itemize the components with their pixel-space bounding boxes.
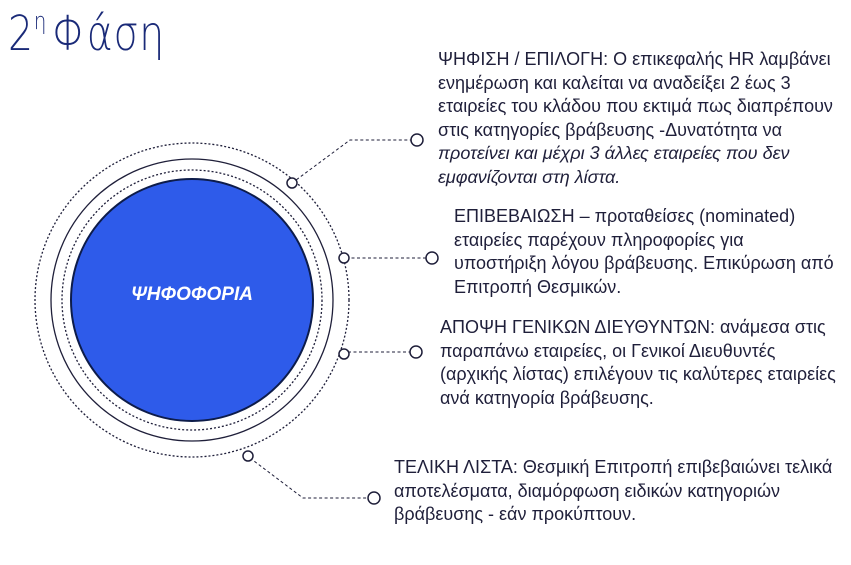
connector-4-line (250, 458, 370, 498)
title-superscript: η (33, 7, 48, 35)
connector-4-start-dot (243, 451, 253, 461)
connector-3-end-dot (410, 346, 422, 358)
connector-1-line (292, 140, 414, 183)
step-2-text: ΕΠΙΒΕΒΑΙΩΣΗ – προταθείσες (nominated) εταιρείες παρέχουν πληροφορίες για υποστήριξη λόγου βράβευσης. Επικύρωση από Επιτροπή Θεσμικών. (454, 206, 834, 297)
step-4-text: ΤΕΛΙΚΗ ΛΙΣΤΑ: Θεσμική Επιτροπή επιβεβαιώνει τελικά αποτελέσματα, διαμόρφωση ειδικών κατηγοριών βράβευσης - εάν προκύπτουν. (394, 457, 833, 524)
step-1-emphasis: προτείνει και μέχρι 3 άλλες εταιρείες που δεν εμφανίζονται στη λίστα. (438, 143, 790, 187)
connector-1-end-dot (411, 134, 423, 146)
title-number: 2 (8, 6, 34, 62)
step-3-text: ΑΠΟΨΗ ΓΕΝΙΚΩΝ ΔΙΕΥΘΥΝΤΩΝ: ανάμεσα στις παραπάνω εταιρείες, οι Γενικοί Διευθυντές (αρχικής λίστας) επιλέγουν τις καλύτερες εταιρείες ανά κατηγορία βράβευσης. (440, 317, 836, 408)
center-label: ΨΗΦΟΦΟΡΙΑ (131, 284, 253, 305)
title-word: Φάση (52, 6, 166, 62)
step-1-body: ΨΗΦΙΣΗ / ΕΠΙΛΟΓΗ: Ο επικεφαλής HR λαμβάνει ενημέρωση και καλείται να αναδείξει 2 έως 3 εταιρείες του κλάδου που εκτιμά πως διαπρέπουν στις κατηγορίες βράβευσης -Δυνατότητα να (438, 49, 833, 140)
connector-2-end-dot (426, 252, 438, 264)
connector-3-start-dot (339, 349, 349, 359)
connector-1-start-dot (287, 178, 297, 188)
step-1-text (438, 48, 848, 189)
connector-4-end-dot (368, 492, 380, 504)
connector-2-start-dot (339, 253, 349, 263)
